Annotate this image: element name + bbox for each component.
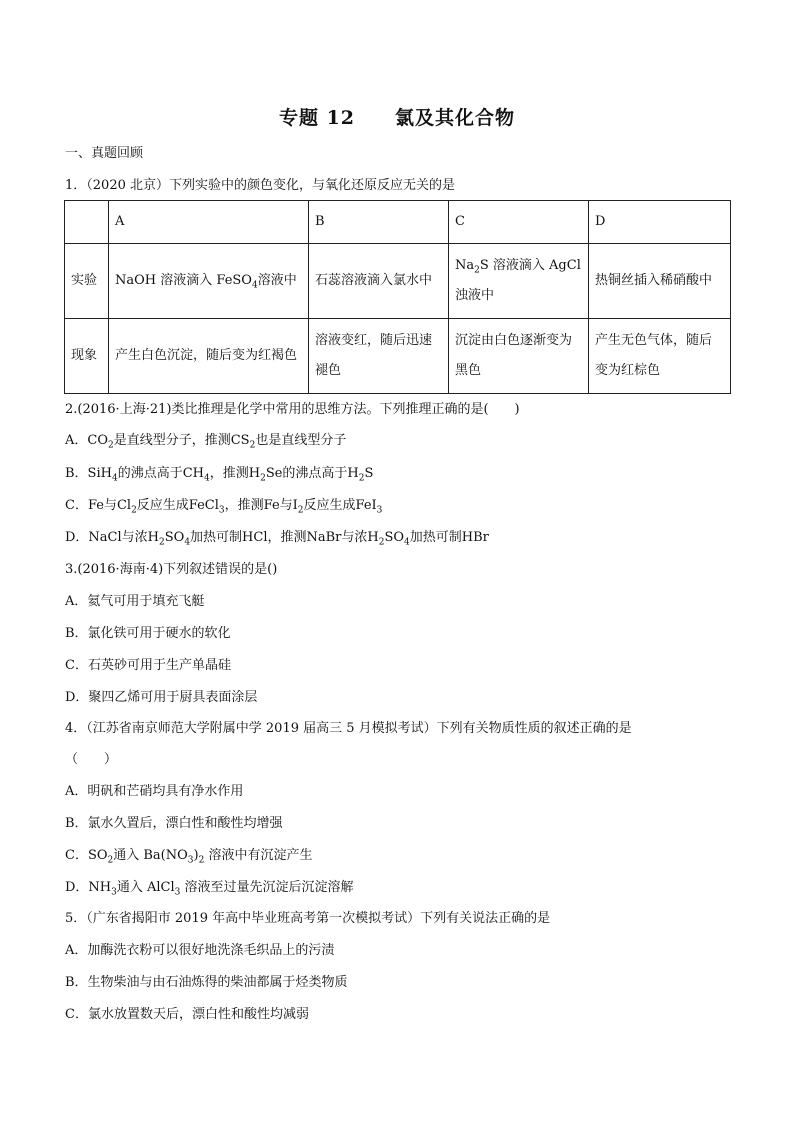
cell-c-observation: 沉淀由白色逐渐变为黑色 <box>449 319 589 394</box>
table-header-cell: B <box>309 201 449 244</box>
cell-b-experiment: 石蕊溶液滴入氯水中 <box>309 244 449 319</box>
q2-option-a: A．$CO_2$是直线型分子，推测$CS_2$也是直线型分子 <box>65 433 347 451</box>
table-header-cell: D <box>589 201 731 244</box>
q4-stem-blank: （ ） <box>65 752 118 767</box>
q2-stem: 2.(2016·上海·21)类比推理是化学中常用的思维方法。下列推理正确的是( ) <box>65 402 520 417</box>
q4-option-d: D．$NH_3$通入 AlCl$_3$ 溶液至过量先沉淀后沉淀溶解 <box>65 880 354 898</box>
title-topic-name: 氯及其化合物 <box>395 107 516 129</box>
title-topic-number: 专题 12 <box>278 107 356 129</box>
q3-stem: 3.(2016·海南·4)下列叙述错误的是() <box>65 562 278 577</box>
cell-a-observation: 产生白色沉淀，随后变为红褐色 <box>109 319 309 394</box>
q2-option-d: D．NaCl与浓$H_2SO_4$加热可制HCl，推测NaBr与浓$H_2SO_4$加热可制HBr <box>65 530 489 548</box>
q5-option-b: B．生物柴油与由石油炼得的柴油都属于烃类物质 <box>65 975 348 990</box>
table-row-observation <box>65 319 731 394</box>
table-header-cell: A <box>109 201 309 244</box>
cell-d-observation: 产生无色气体，随后变为红棕色 <box>589 319 731 394</box>
q2-option-b: B．SiH$_4$的沸点高于$CH_4$，推测$H_2Se$的沸点高于$H_2S$ <box>65 466 374 484</box>
q3-option-c: C．石英砂可用于生产单晶硅 <box>65 658 231 673</box>
q3-option-d: D．聚四乙烯可用于厨具表面涂层 <box>65 690 258 705</box>
q5-stem: 5．（广东省揭阳市 2019 年高中毕业班高考第一次模拟考试）下列有关说法正确的是 <box>65 911 551 926</box>
q4-stem: 4．（江苏省南京师范大学附属中学 2019 届高三 5 月模拟考试）下列有关物质性质的叙述正确的是 <box>65 721 632 736</box>
cell-a-experiment: NaOH 溶液滴入 FeSO$_4$溶液中 <box>109 244 309 319</box>
table-header-row <box>65 201 731 244</box>
cell-c-experiment: $Na_2S$ 溶液滴入 AgCl 浊液中 <box>449 244 589 319</box>
experiment-table <box>64 200 731 394</box>
page-title <box>0 103 794 130</box>
q5-option-a: A．加酶洗衣粉可以很好地洗涤毛织品上的污渍 <box>65 943 335 958</box>
row-label: 现象 <box>65 319 109 394</box>
section-heading: 一、真题回顾 <box>65 146 144 161</box>
q4-option-c: C．$SO_2$通入 $Ba(NO_3)_2$ 溶液中有沉淀产生 <box>65 848 313 866</box>
q4-option-a: A．明矾和芒硝均具有净水作用 <box>65 784 244 799</box>
q3-option-b: B．氯化铁可用于硬水的软化 <box>65 626 231 641</box>
q5-option-c: C．氯水放置数天后，漂白性和酸性均减弱 <box>65 1007 309 1022</box>
q3-option-a: A．氦气可用于填充飞艇 <box>65 594 205 609</box>
cell-d-experiment: 热铜丝插入稀硝酸中 <box>589 244 731 319</box>
q1-stem: 1．（2020 北京）下列实验中的颜色变化，与氧化还原反应无关的是 <box>65 178 455 193</box>
row-label: 实验 <box>65 244 109 319</box>
table-header-cell <box>65 201 109 244</box>
q4-option-b: B．氯水久置后，漂白性和酸性均增强 <box>65 816 283 831</box>
table-row-experiment <box>65 244 731 319</box>
table-header-cell: C <box>449 201 589 244</box>
q2-option-c: C．Fe与$Cl_2$反应生成FeCl$_3$，推测Fe与$I_2$反应生成FeI$_3$ <box>65 498 383 516</box>
cell-b-observation: 溶液变红，随后迅速褪色 <box>309 319 449 394</box>
